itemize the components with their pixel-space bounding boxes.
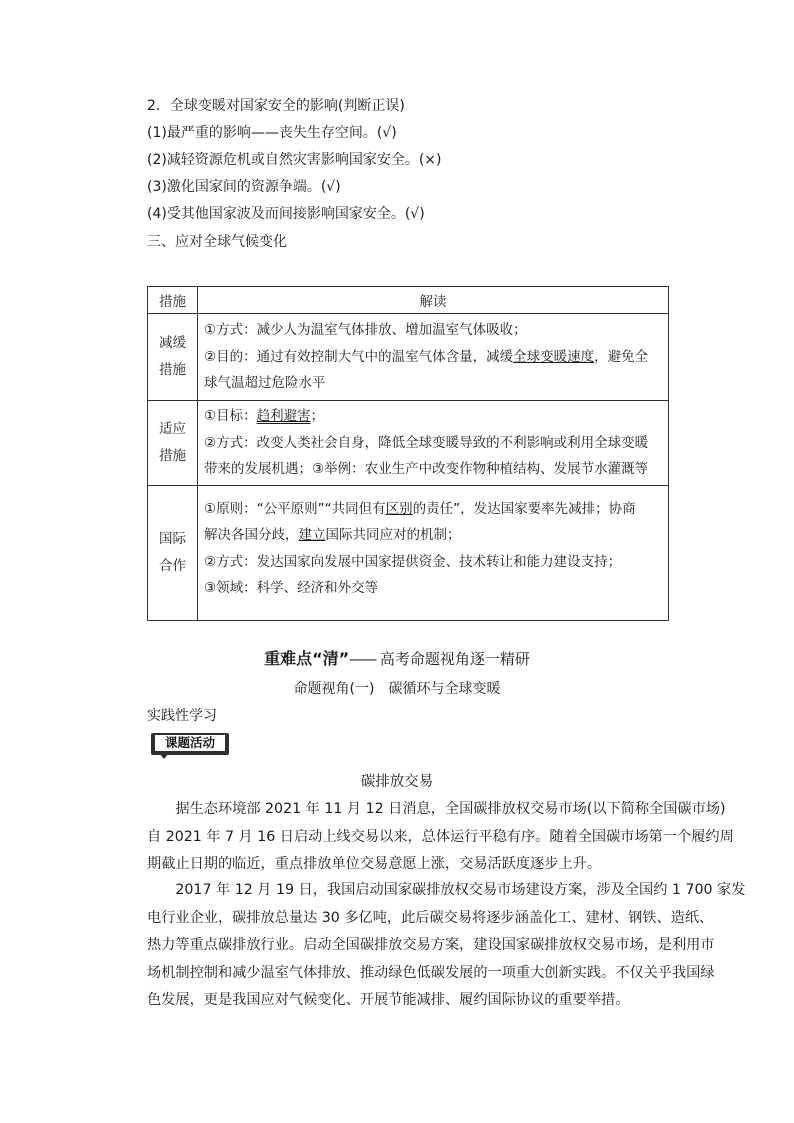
article-paragraph-1: 据生态环境部 2021 年 11 月 12 日消息，全国碳排放权交易市场(以下简称全国碳市场) 自 2021 年 7 月 16 日启动上线交易以来，总体运行平稳有序。随着全国碳市场第一个履约周 期截止日期的临近，重点排放单位交易意愿上涨，交易活跃度逐步上升。 bbox=[147, 801, 734, 872]
judgement-item-2: (2)减轻资源危机或自然灾害影响国家安全。(×) bbox=[147, 152, 442, 168]
table-header-row bbox=[148, 287, 669, 314]
article-paragraph-2: 2017 年 12 月 19 日，我国启动国家碳排放权交易市场建设方案，涉及全国约 1 700 家发 电行业企业，碳排放总量达 30 多亿吨，此后碳交易将逐步涵盖化工、建材、钢铁、造纸、 热力等重点碳排放行业。启动全国碳排放交易方案，建设国家碳排放权交易市场，是利用市 场机制控制和减少温室气体排放、推动绿色低碳发展的一项重大创新实践。不仅关乎我国绿 色发展，更是我国应对气候变化、开展节能减排、履约国际协议的重要举措。 bbox=[147, 882, 746, 1008]
focus-banner: 重难点“清”—— 高考命题视角逐一精研 bbox=[264, 649, 530, 668]
table-row bbox=[148, 314, 669, 401]
article-title: 碳排放交易 bbox=[360, 774, 434, 790]
proposition-angle: 命题视角(一) 碳循环与全球变暖 bbox=[293, 681, 501, 697]
table-row bbox=[148, 401, 669, 486]
detail-adaptation: ①目标：趋利避害； ②方式：改变人类社会自身，降低全球变暖导致的不利影响或利用全球变暖 带来的发展机遇；③举例：农业生产中改变作物种植结构、发展节水灌溉等 bbox=[198, 401, 669, 486]
climate-measures-table bbox=[147, 286, 669, 621]
column-header-interpretation: 解读 bbox=[198, 287, 669, 314]
judgement-item-1: (1)最严重的影响——丧失生存空间。(√) bbox=[147, 125, 397, 141]
category-mitigation: 减缓 措施 bbox=[148, 314, 198, 401]
category-adaptation: 适应 措施 bbox=[148, 401, 198, 486]
judgement-item-4: (4)受其他国家波及而间接影响国家安全。(√) bbox=[147, 206, 425, 222]
detail-cooperation: ①原则：“公平原则”“共同但有区别的责任”，发达国家要率先减排；协商 解决各国分歧，建立国际共同应对的机制； ②方式：发达国家向发展中国家提供资金、技术转让和能力建设支持； ③领域：科学、经济和外交等 bbox=[198, 485, 669, 620]
section-3-heading: 三、应对全球气候变化 bbox=[147, 234, 287, 250]
category-cooperation: 国际 合作 bbox=[148, 485, 198, 620]
topic-activity-badge: 课题活动 bbox=[151, 733, 229, 755]
detail-mitigation: ①方式：减少人为温室气体排放、增加温室气体吸收； ②目的：通过有效控制大气中的温室气体含量，减缓全球变暖速度，避免全 球气温超过危险水平 bbox=[198, 314, 669, 401]
practice-label: 实践性学习 bbox=[147, 708, 217, 724]
section-2-heading: 2．全球变暖对国家安全的影响(判断正误) bbox=[147, 98, 405, 114]
column-header-measure: 措施 bbox=[148, 287, 198, 314]
table-row bbox=[148, 485, 669, 620]
judgement-item-3: (3)激化国家间的资源争端。(√) bbox=[147, 179, 341, 195]
